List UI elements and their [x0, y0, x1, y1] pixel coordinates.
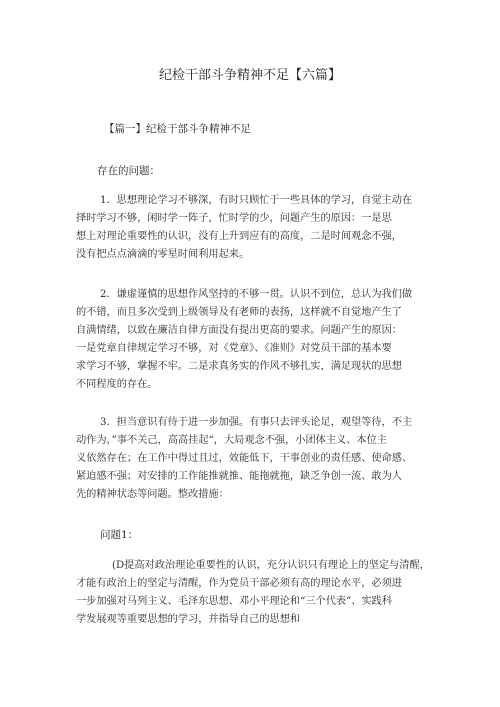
paragraph-2-line: 的不错，而且多次受到上级领导及有老师的表扬，这样就不自觉地产生了: [76, 307, 402, 318]
paragraph-3-line: 义依然存在；在工作中得过且过，效能低下，干事创业的责任感、使命感、: [76, 453, 413, 464]
paragraph-2-line: 2．谦虚谨慎的思想作风坚持的不够一贯。认识不到位，总认为我们做: [100, 289, 413, 300]
paragraph-2-line: 自满情绪，以致在廉洁自律方面没有提出更高的要求。问题产生的原因：: [76, 325, 402, 336]
paragraph-3-line: 先的精神状态等问题。整改措施：: [76, 489, 229, 500]
paragraph-2-line: 不同程度的存在。: [76, 379, 158, 390]
paragraph-3-line: 3．担当意识有待于进一步加强。有事只去评头论足，观望等待，不主: [100, 417, 413, 428]
paragraph-2-line: 求学习不够，掌握不牢。二是求真务实的作风不够扎实，满足现状的思想: [76, 361, 402, 372]
paragraph-1: [76, 192, 432, 264]
paragraph-2-line: 一是党章自律规定学习不够，对《党章》、《准则》对党员干部的基本要: [76, 343, 392, 354]
paragraph-4-line: 学发展观等重要思想的学习，并指导自己的思想和: [76, 614, 301, 625]
question-label: 问题1：: [100, 529, 139, 541]
paragraph-4: [76, 557, 432, 629]
paragraph-4-line: 一步加强对马列主义、毛泽东思想、邓小平理论和“三个代表”、实践科: [76, 596, 393, 607]
paragraph-1-line: 想上对理论重要性的认识，没有上升到应有的高度，二是时间观念不强，: [76, 231, 402, 242]
paragraph-3-line: 动作为，”事不关己，高高挂起“，大局观念不强，小团体主义、本位主: [76, 435, 387, 446]
paragraph-4-line: (D提高对政治理论重要性的认识，充分认识只有理论上的坚定与清醒，: [112, 560, 430, 571]
paragraph-4-line: 才能有政治上的坚定与清醒，作为党员干部必须有高的理论水平，必须进: [76, 578, 402, 589]
paragraph-2: [76, 286, 432, 394]
document-title: 纪检干部斗争精神不足【六篇】: [158, 68, 341, 83]
paragraph-3: [76, 414, 432, 504]
paragraph-1-line: 1．思想理论学习不够深，有时只顾忙于一些具体的学习，自觉主动在: [100, 195, 413, 206]
section-heading: 【篇一】纪检干部斗争精神不足: [104, 123, 251, 135]
paragraph-1-line: 择时学习不够，闲时学一阵子，忙时学的少，问题产生的原因：一是思: [76, 213, 392, 224]
problems-label: 存在的问题：: [97, 165, 160, 177]
paragraph-3-line: 紧迫感不强；对安排的工作能推就推、能拖就拖，缺乏争创一流、敢为人: [76, 471, 402, 482]
paragraph-1-line: 没有把点点滴滴的零星时间利用起来。: [76, 249, 250, 260]
